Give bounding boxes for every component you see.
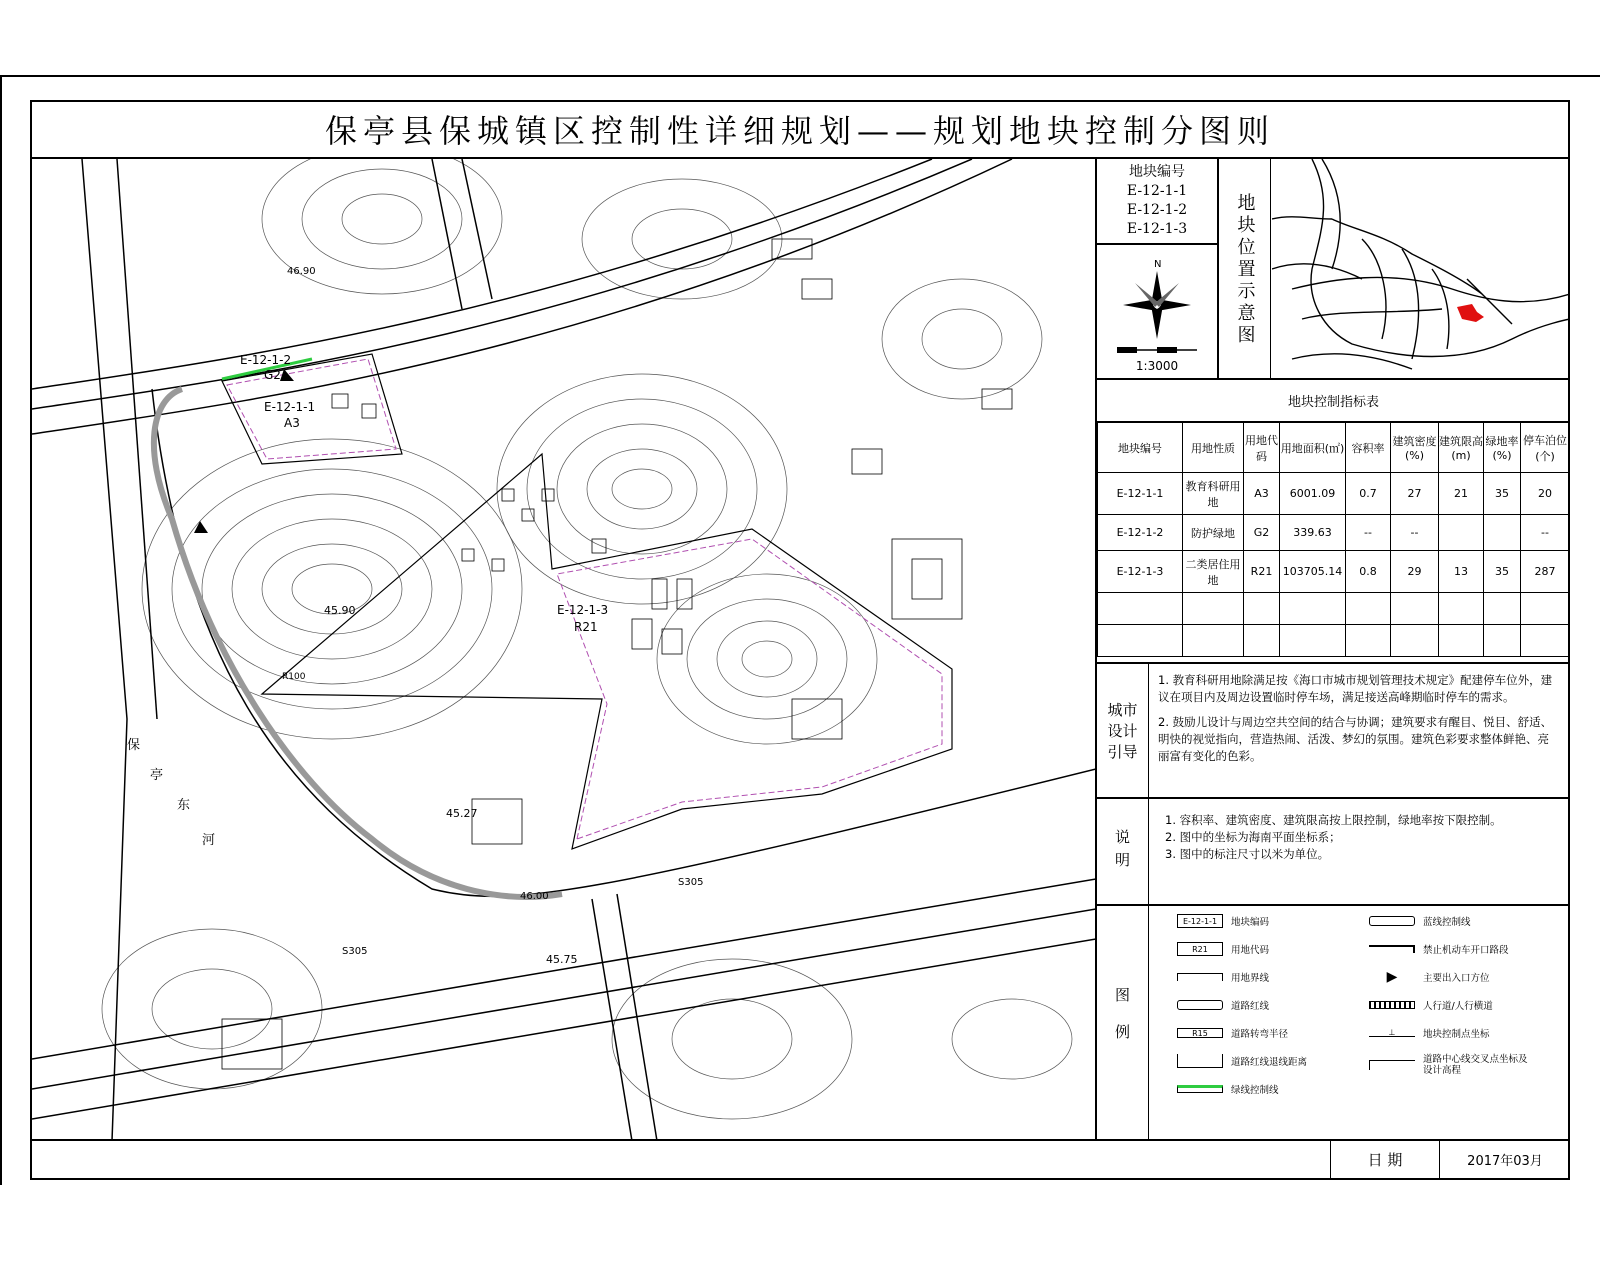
table-cell: 6001.09 (1280, 473, 1346, 515)
svg-text:N: N (1154, 259, 1162, 270)
table-cell: 0.8 (1346, 551, 1391, 593)
legend-item-label: 道路红线 (1231, 1001, 1270, 1012)
control-point-icon: ⊥ (1369, 1029, 1415, 1037)
table-header: 绿地率(%) (1484, 423, 1521, 473)
table-cell (1183, 625, 1244, 657)
map-river-char-2: 亭 (150, 768, 164, 783)
legend-land-boundary-symbol (1177, 973, 1223, 981)
legend-item-entrance (1369, 970, 1490, 984)
urban-design-text (1158, 672, 1558, 765)
map-block3-code: R21 (574, 620, 598, 634)
table-cell (1098, 593, 1183, 625)
table-header-row (1098, 423, 1570, 473)
map-block3-label: E-12-1-3 (557, 603, 609, 617)
table-row (1098, 473, 1570, 515)
block-boundary-3-pink (557, 539, 942, 839)
table-cell: 29 (1391, 551, 1439, 593)
legend-item-label: 道路中心线交叉点坐标及设计高程 (1423, 1054, 1528, 1076)
legend-item-turn-radius (1177, 1026, 1288, 1040)
centerline-point-icon (1369, 1060, 1415, 1070)
map-block2-code: G2 (264, 368, 281, 382)
table-cell: E-12-1-1 (1098, 473, 1183, 515)
table-header: 建筑密度(%) (1391, 423, 1439, 473)
legend-item-control-point (1369, 1026, 1490, 1040)
legend-item-block-code (1177, 914, 1269, 928)
map-block1-code: A3 (284, 416, 300, 430)
block-code-label: 地块编号 (1129, 164, 1185, 180)
block-boundary-3 (262, 454, 952, 849)
table-cell (1244, 593, 1280, 625)
legend-item-label: 地块控制点坐标 (1423, 1029, 1490, 1040)
table-header: 用地性质 (1183, 423, 1244, 473)
table-row (1098, 551, 1570, 593)
table-cell (1183, 593, 1244, 625)
legend-item-land-code (1177, 942, 1269, 956)
map-area (32, 159, 1096, 1141)
table-header: 用地代码 (1244, 423, 1280, 473)
legend-item-label: 主要出入口方位 (1423, 973, 1490, 984)
table-cell: 339.63 (1280, 515, 1346, 551)
notes-text (1165, 812, 1560, 863)
table-cell: 27 (1391, 473, 1439, 515)
map-svg (32, 159, 1096, 1141)
table-cell (1521, 593, 1570, 625)
table-cell (1280, 625, 1346, 657)
table-cell: 35 (1484, 473, 1521, 515)
table-cell: G2 (1244, 515, 1280, 551)
page-title: 保亭县保城镇区控制性详细规划——规划地块控制分图则 (324, 112, 1275, 150)
scale-label: 1:3000 (1135, 359, 1179, 373)
map-elevation-5: 46.90 (287, 266, 316, 277)
legend-item-label: 用地代码 (1231, 945, 1270, 956)
table-cell (1439, 515, 1484, 551)
table-cell: -- (1521, 515, 1570, 551)
map-block1-label: E-12-1-1 (264, 400, 316, 414)
legend-red-line-symbol (1177, 1000, 1223, 1010)
table-cell: 防护绿地 (1183, 515, 1244, 551)
table-cell (1439, 625, 1484, 657)
table-row (1098, 515, 1570, 551)
crosswalk-icon (1369, 1001, 1415, 1009)
table-cell: 教育科研用地 (1183, 473, 1244, 515)
legend-no-vehicle-symbol (1369, 945, 1415, 953)
table-cell (1346, 625, 1391, 657)
legend-turn-radius-symbol: R15 (1177, 1028, 1223, 1038)
control-table-title: 地块控制指标表 (1097, 380, 1570, 422)
legend-item-label: 道路红线退线距离 (1231, 1057, 1308, 1068)
block-code-panel (1097, 159, 1217, 245)
table-header: 停车泊位(个) (1521, 423, 1570, 473)
table-cell: R21 (1244, 551, 1280, 593)
legend-item-label: 地块编码 (1231, 917, 1270, 928)
note-item-3: 3. 图中的标注尺寸以米为单位。 (1165, 847, 1330, 861)
table-row (1098, 593, 1570, 625)
location-highlight (1457, 304, 1484, 322)
table-cell: 13 (1439, 551, 1484, 593)
table-cell (1391, 593, 1439, 625)
table-cell: 二类居住用地 (1183, 551, 1244, 593)
map-elevation-4: 46.00 (520, 891, 549, 902)
map-elevation-3: 45.75 (546, 953, 578, 966)
table-cell (1391, 625, 1439, 657)
notes-label: 说明 (1097, 799, 1149, 905)
map-road-label-1: S305 (678, 877, 704, 888)
compass-panel (1097, 245, 1217, 380)
legend-item-label: 蓝线控制线 (1423, 917, 1471, 928)
table-cell (1280, 593, 1346, 625)
table-cell: -- (1391, 515, 1439, 551)
legend-land-code-symbol: R21 (1177, 942, 1223, 956)
table-cell: 35 (1484, 551, 1521, 593)
note-item-1: 1. 容积率、建筑密度、建筑限高按上限控制，绿地率按下限控制。 (1165, 813, 1502, 827)
legend-item-label: 用地界线 (1231, 973, 1270, 984)
location-label: 地块位置示意图 (1219, 159, 1271, 380)
map-elevation-1: 45.90 (324, 604, 356, 617)
roads (32, 159, 1096, 1141)
legend-item-label: 禁止机动车开口路段 (1423, 945, 1509, 956)
legend-item-centerline (1369, 1054, 1533, 1076)
table-cell (1244, 625, 1280, 657)
table-header: 用地面积(㎡) (1280, 423, 1346, 473)
legend-blue-line-symbol (1369, 916, 1415, 926)
table-cell: 287 (1521, 551, 1570, 593)
legend-green-line-symbol (1177, 1085, 1223, 1093)
table-cell: A3 (1244, 473, 1280, 515)
table-cell (1098, 625, 1183, 657)
map-road-label-2: S305 (342, 946, 368, 957)
legend-item-label: 人行道/人行横道 (1423, 1001, 1493, 1012)
map-river-char-4: 河 (202, 833, 216, 848)
table-cell: 0.7 (1346, 473, 1391, 515)
footer-date-label: 日 期 (1330, 1141, 1440, 1178)
entrance-marker-1 (280, 369, 294, 381)
entrance-arrow-icon: ▶ (1386, 969, 1398, 985)
location-map-svg (1272, 159, 1570, 380)
legend-item-setback (1177, 1054, 1307, 1068)
table-cell: 20 (1521, 473, 1570, 515)
block-code-1: E-12-1-1 (1126, 183, 1188, 199)
table-cell (1484, 593, 1521, 625)
legend-item-land-boundary (1177, 970, 1269, 984)
map-elevation-2: 45.27 (446, 807, 478, 820)
legend-item-blue-line (1369, 914, 1471, 928)
note-item-2: 2. 图中的坐标为海南平面坐标系； (1165, 830, 1341, 844)
legend-setback-symbol (1177, 1054, 1223, 1068)
table-cell (1439, 593, 1484, 625)
legend-item-no-vehicle (1369, 942, 1509, 956)
map-dimension-1: R100 (282, 672, 306, 682)
urban-design-item-2: 2. 鼓励儿设计与周边空共空间的结合与协调；建筑要求有醒目、悦目、舒适、明快的视觉指向，营造热闹、活泼、梦幻的氛围。建筑色彩要求整体鲜艳、亮丽富有变化的色彩。 (1158, 715, 1553, 763)
table-cell (1484, 515, 1521, 551)
urban-design-bottom-rule (1097, 797, 1570, 799)
block-code-3: E-12-1-3 (1126, 221, 1188, 237)
entrance-marker-2 (194, 521, 208, 533)
map-river-char-1: 保 (127, 738, 141, 753)
table-header: 建筑限高(m) (1439, 423, 1484, 473)
legend-item-crosswalk (1369, 998, 1493, 1012)
table-cell: E-12-1-2 (1098, 515, 1183, 551)
table-cell (1346, 593, 1391, 625)
buildings (222, 239, 1012, 1069)
legend-area (1149, 906, 1570, 1141)
table-row (1098, 625, 1570, 657)
legend-item-label: 道路转弯半径 (1231, 1029, 1289, 1040)
legend-block-code-symbol: E-12-1-1 (1177, 914, 1223, 928)
table-header: 地块编号 (1098, 423, 1183, 473)
table-cell: 21 (1439, 473, 1484, 515)
legend-item-label: 绿线控制线 (1231, 1085, 1279, 1096)
location-map (1272, 159, 1570, 380)
legend-item-green-line (1177, 1082, 1279, 1096)
control-table (1097, 422, 1570, 657)
table-bottom-rule (1097, 662, 1570, 664)
block-code-2: E-12-1-2 (1126, 202, 1188, 218)
table-cell: 103705.14 (1280, 551, 1346, 593)
table-cell (1484, 625, 1521, 657)
table-cell: E-12-1-3 (1098, 551, 1183, 593)
urban-design-label: 城市设计引导 (1097, 664, 1149, 798)
contour-lines (102, 159, 1072, 1119)
table-cell (1521, 625, 1570, 657)
table-cell: -- (1346, 515, 1391, 551)
footer-date-value: 2017年03月 (1467, 1154, 1543, 1169)
urban-design-item-1: 1. 教育科研用地除满足按《海口市城市规划管理技术规定》配建停车位外，建议在项目内及周边设置临时停车场，满足接送高峰期临时停车的需求。 (1158, 673, 1553, 704)
legend-item-red-line (1177, 998, 1269, 1012)
table-header: 容积率 (1346, 423, 1391, 473)
map-river-char-3: 东 (177, 798, 191, 813)
legend-label: 图例 (1097, 906, 1149, 1141)
map-block2-label: E-12-1-2 (240, 353, 292, 367)
